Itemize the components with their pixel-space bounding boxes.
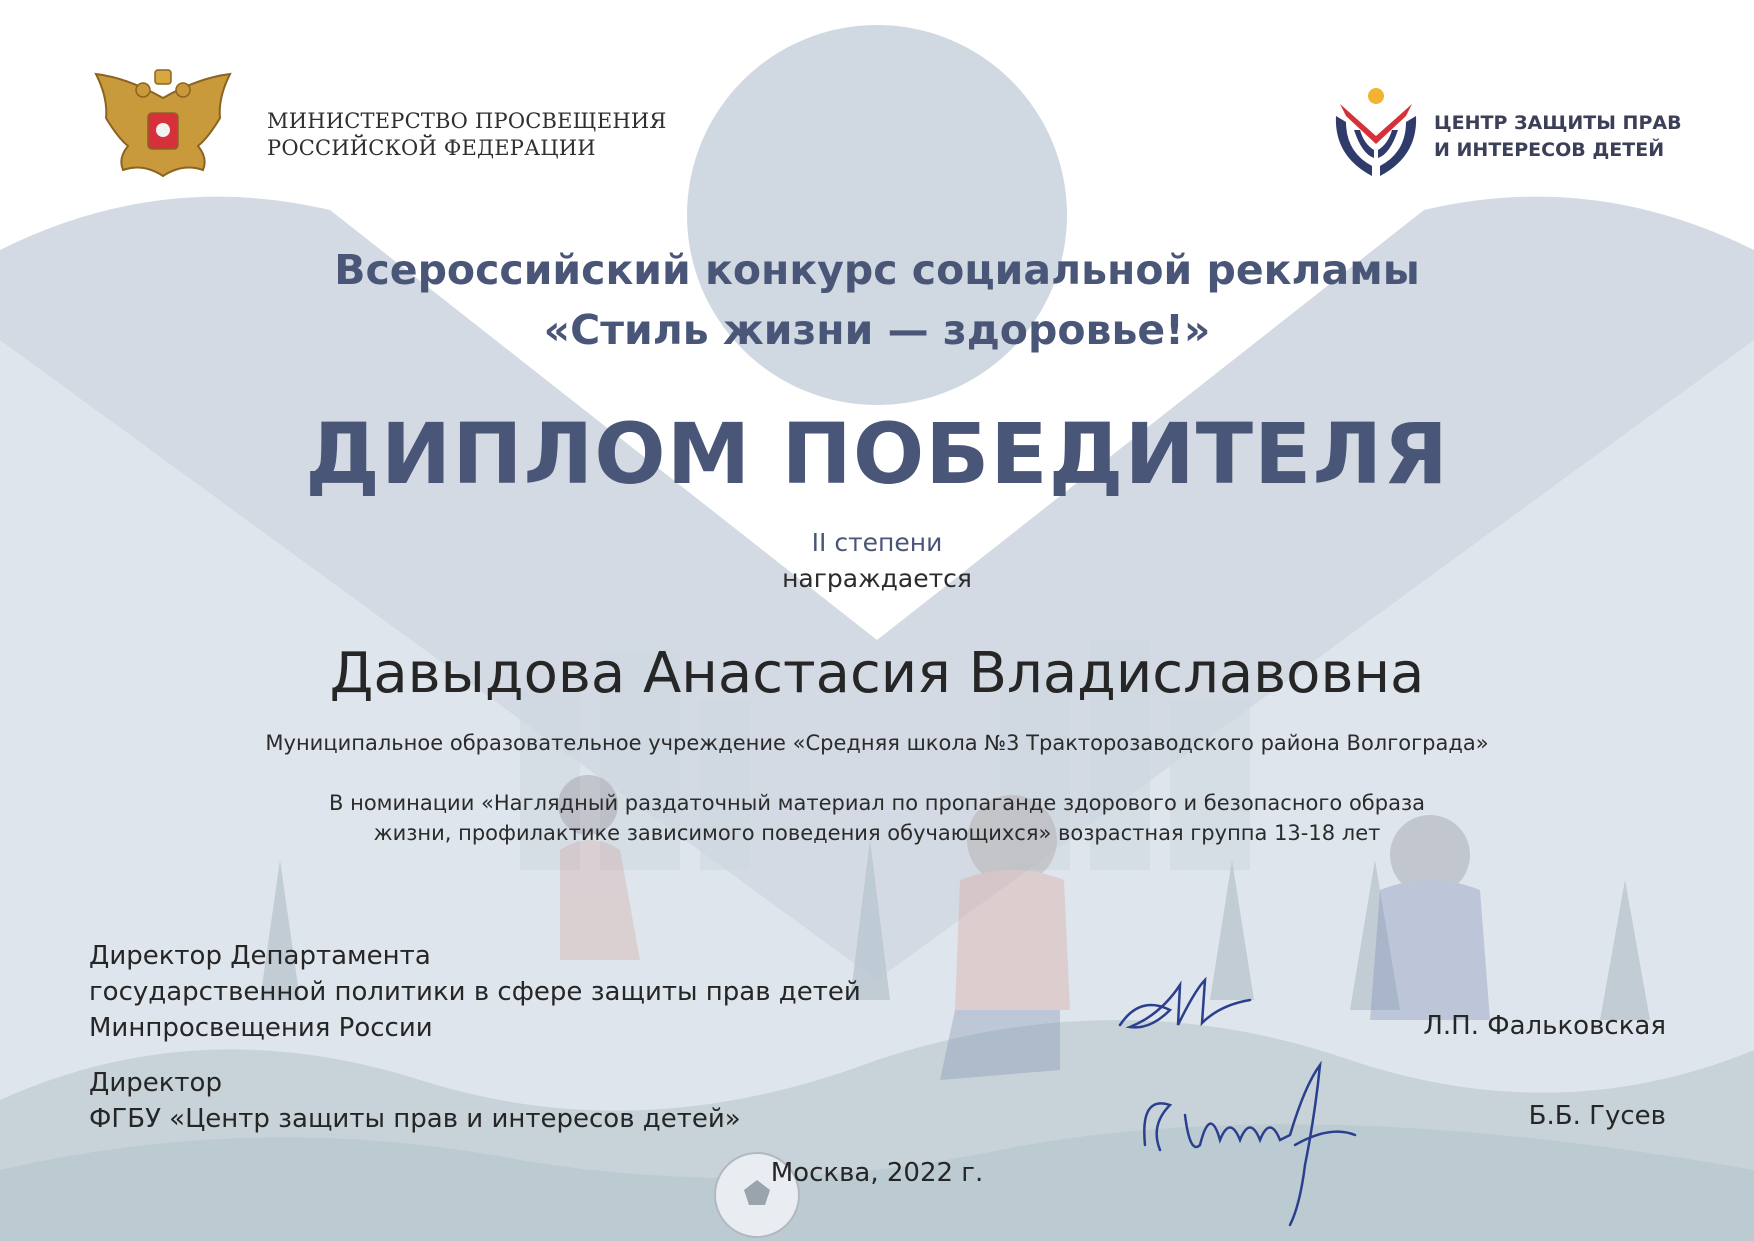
center-line-2: И ИНТЕРЕСОВ ДЕТЕЙ [1434,139,1665,161]
signatory-1-title-line: государственной политики в сфере защиты прав детей [89,977,861,1007]
signatory-1-name: Л.П. Фальковская [1423,1011,1666,1041]
signatory-2-title [89,1065,741,1137]
contest-line-1: Всероссийский конкурс социальной рекламы [334,246,1420,294]
center-name [1434,110,1682,164]
signatory-2-title-line: Директор [89,1068,222,1098]
signatory-2-name: Б.Б. Гусев [1528,1101,1666,1131]
signatory-1-title-line: Минпросвещения России [89,1013,433,1043]
city-year: Москва, 2022 г. [770,1158,984,1188]
nomination-text [180,788,1574,848]
diploma-title: ДИПЛОМ ПОБЕДИТЕЛЯ [305,405,1449,503]
nomination-line-1: В номинации «Наглядный раздаточный материал по пропаганде здорового и безопасного образа [329,791,1425,815]
hands-heart-logo-icon [1332,86,1420,180]
contest-line-2: «Стиль жизни — здоровье!» [543,306,1211,354]
double-headed-eagle-emblem-icon [88,68,238,188]
center-line-1: ЦЕНТР ЗАЩИТЫ ПРАВ [1434,112,1682,134]
ministry-line-2: РОССИЙСКОЙ ФЕДЕРАЦИИ [267,136,596,160]
awarded-label: награждается [782,564,972,593]
signatory-1-title-line: Директор Департамента [89,941,431,971]
ministry-line-1: МИНИСТЕРСТВО ПРОСВЕЩЕНИЯ [267,109,667,133]
signature-1-icon [1110,965,1260,1045]
recipient-school: Муниципальное образовательное учреждение «Средняя школа №3 Тракторозаводского района Волгограда» [265,731,1489,755]
recipient-name: Давыдова Анастасия Владиславовна [329,641,1425,706]
contest-title [0,240,1754,360]
signature-2-icon [1130,1055,1370,1235]
signatory-2-title-line: ФГБУ «Центр защиты прав и интересов детей» [89,1104,741,1134]
diploma-degree: II степени [811,528,943,557]
nomination-line-2: жизни, профилактике зависимого поведения обучающихся» возрастная группа 13-18 лет [373,821,1381,845]
ministry-name [267,108,667,162]
signatory-1-title [89,938,861,1046]
